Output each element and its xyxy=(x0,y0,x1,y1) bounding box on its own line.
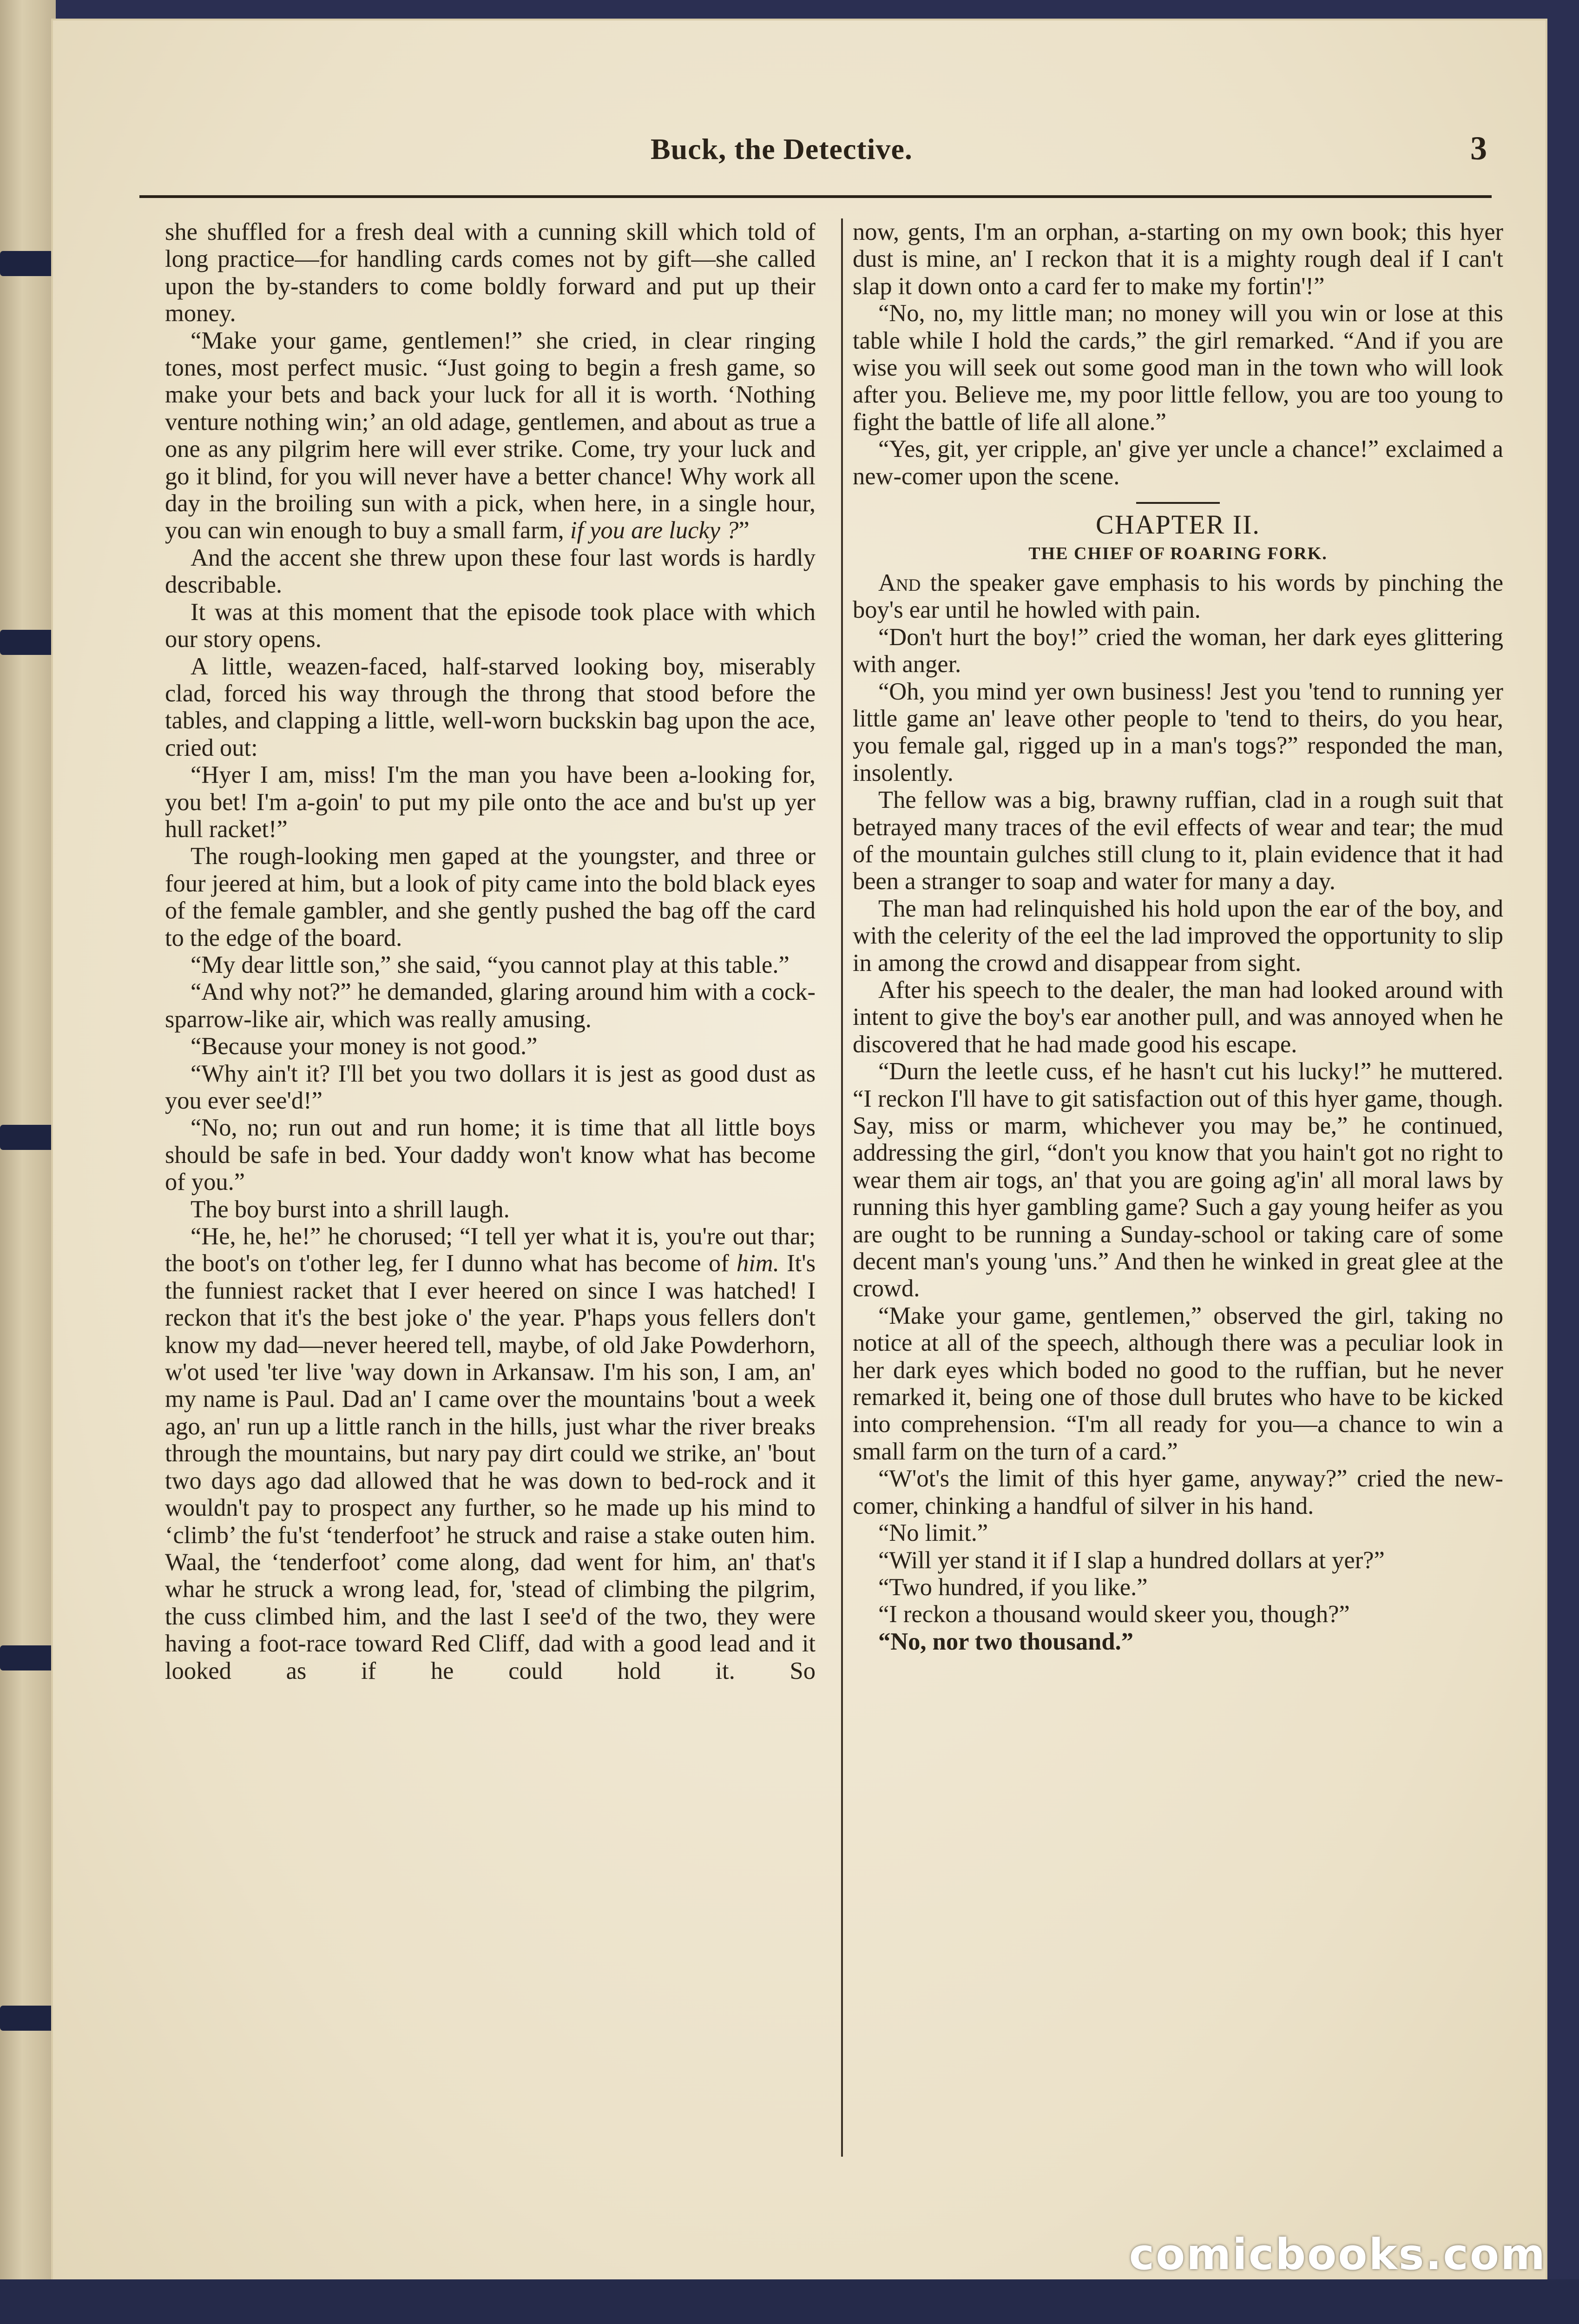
paragraph: “No, nor two thousand.” xyxy=(878,1628,1133,1655)
paragraph: “W'ot's the limit of this hyer game, anyway?” cried the new-comer, chinking a handful of silver in his hand. xyxy=(853,1465,1503,1519)
paragraph: “Durn the leetle cuss, ef he hasn't cut his lucky!” he muttered. “I reckon I'll have to git satisfaction out of this hyer game, though. Say, miss or marm, whichever you may be,” he continued, addressing the girl, “don't you know that you hain't got no right to wear them air togs, an' that you are going ag'in' all moral laws by running this hyer gambling game? Such a gay young heifer as you are ought to be running a Sunday-school or taking care of some decent man's young 'uns.” And then he winked in great glee at the crowd. xyxy=(853,1058,1503,1302)
paragraph: After his speech to the dealer, the man had looked around with intent to give the boy's ear another pull, and was annoyed when he discovered that he had made good his escape. xyxy=(853,976,1503,1058)
paragraph: “My dear little son,” she said, “you cannot play at this table.” xyxy=(191,951,790,978)
paragraph: now, gents, I'm an orphan, a-starting on my own book; this hyer dust is mine, an' I reckon that it is a mighty rough deal if I can't slap it down onto a card fer to make my fortin'!” xyxy=(853,218,1503,300)
paragraph: “Because your money is not good.” xyxy=(191,1033,538,1060)
paragraph: “Why ain't it? I'll bet you two dollars it is jest as good dust as you ever see'd!” xyxy=(165,1060,816,1114)
paragraph: “Two hundred, if you like.” xyxy=(878,1573,1148,1601)
drop-word: And xyxy=(878,569,921,596)
paragraph: “Don't hurt the boy!” cried the woman, her dark eyes glittering with anger. xyxy=(853,623,1503,678)
paragraph: The fellow was a big, brawny ruffian, clad in a rough suit that betrayed many traces of the evil effects of wear and tear; the mud of the mountain gulches still clung to it, plain evidence that it had been a stranger to soap and water for many a day. xyxy=(853,786,1503,895)
paragraph: “Hyer I am, miss! I'm the man you have been a-looking for, you bet! I'm a-goin' to put my pile onto the ace and bu'st up yer hull racket!” xyxy=(165,761,816,843)
paragraph: “Make your game, gentlemen,” observed the girl, taking no notice at all of the speech, although there was a peculiar look in her dark eyes which boded no good to the ruffian, but he never remarked it, being one of those dull brutes who have to be kicked into comprehension. “I'm all ready for you—a chance to win a small farm on the turn of a card.” xyxy=(853,1302,1503,1465)
paragraph: “And why not?” he demanded, glaring around him with a cock-sparrow-like air, which was really amusing. xyxy=(165,978,816,1033)
paragraph: “Yes, git, yer cripple, an' give yer uncle a chance!” exclaimed a new-comer upon the scene. xyxy=(853,436,1503,490)
column-divider xyxy=(841,218,843,2157)
italic-text: him. xyxy=(736,1250,779,1277)
paragraph: “I reckon a thousand would skeer you, though?” xyxy=(878,1601,1350,1628)
header-title: Buck, the Detective. xyxy=(651,132,913,165)
paragraph: The rough-looking men gaped at the youngster, and three or four jeered at him, but a look of pity came into the bold black eyes of the female gambler, and she gently pushed the bag off the card to the edge of the board. xyxy=(165,843,816,951)
section-rule xyxy=(1136,502,1220,504)
paragraph: “No, no; run out and run home; it is time that all little boys should be safe in bed. Your daddy won't know what has become of you.” xyxy=(165,1114,816,1196)
paragraph: “He, he, he!” he chorused; “I tell yer what it is, you're out thar; the boot's on t'other leg, fer I dunno what has become of him. It's the funniest racket that I ever heered on since I was hatched! I reckon that it's the best joke o' the year. P'haps yous fellers don't know my dad—never heered tell, maybe, of old Jake Powderhorn, w'ot used 'ter live 'way down in Arkansaw. I'm his son, I am, an' my name is Paul. Dad an' I came over the mountains 'bout a week ago, an' run up a little ranch in the hills, just whar the river breaks through the mountains, but nary pay dirt could we strike, an' 'bout two days ago dad allowed that he was down to bed-rock and it wouldn't pay to prospect any further, so he made up his mind to ‘climb’ the fu'st ‘tenderfoot’ he struck and raise a stake outen him. Waal, the ‘tenderfoot’ come along, dad went for him, an' that's whar he struck a wrong lead, for, 'stead of climbing the pilgrim, the cuss climbed him, and the last I see'd of the two, they were having a foot-race toward Red Cliff, dad with a good lead and it looked as if he could hold it. So xyxy=(165,1223,816,1684)
header-rule xyxy=(139,195,1492,198)
running-header xyxy=(139,125,1487,181)
paragraph: A little, weazen-faced, half-starved looking boy, miserably clad, forced his way through the throng that stood before the tables, and clapping a little, well-worn buckskin bag upon the ace, cried out: xyxy=(165,653,816,761)
scan-border xyxy=(0,2279,1579,2324)
paragraph: “No limit.” xyxy=(878,1519,988,1547)
paragraph: “Oh, you mind yer own business! Jest you 'tend to running yer little game an' leave other people to 'tend to theirs, do you hear, you female gal, rigged up in a man's togs?” responded the man, insolently. xyxy=(853,678,1503,786)
italic-text: if you are lucky ? xyxy=(570,517,739,544)
paragraph: The man had relinquished his hold upon the ear of the boy, and with the celerity of the eel the lad improved the opportunity to slip in among the crowd and disappear from sight. xyxy=(853,895,1503,977)
paragraph: she shuffled for a fresh deal with a cunning skill which told of long practice—for handling cards comes not by gift—she called upon the by-standers to come boldly forward and put up their money. xyxy=(165,218,816,327)
paragraph: And the accent she threw upon these four last words is hardly describable. xyxy=(165,544,816,599)
left-column xyxy=(165,218,816,1684)
watermark: comicbooks.com xyxy=(1129,2230,1546,2279)
page-number: 3 xyxy=(1470,130,1487,167)
paragraph: “No, no, my little man; no money will you win or lose at this table while I hold the cards,” the girl remarked. “And if you are wise you will seek out some good man in the town who will look after you. Believe me, my poor little fellow, you are too young to fight the battle of life all alone.” xyxy=(853,300,1503,436)
paragraph: And the speaker gave emphasis to his words by pinching the boy's ear until he howled with pain. xyxy=(853,569,1503,624)
chapter-title: CHAPTER II. xyxy=(1096,509,1260,540)
book-spine xyxy=(0,0,56,2324)
paragraph: The boy burst into a shrill laugh. xyxy=(191,1195,510,1223)
paragraph: “Will yer stand it if I slap a hundred dollars at yer?” xyxy=(878,1546,1385,1574)
right-column xyxy=(853,218,1503,1655)
paragraph: It was at this moment that the episode took place with which our story opens. xyxy=(165,598,816,653)
chapter-subtitle: THE CHIEF OF ROARING FORK. xyxy=(1028,544,1328,564)
paragraph: “Make your game, gentlemen!” she cried, in clear ringing tones, most perfect music. “Just going to begin a fresh game, so make your bets and back your luck for all it is worth. ‘Nothing venture nothing win;’ an old adage, gentlemen, and about as true a one as any pilgrim here will ever strike. Come, try your luck and go it blind, for you will never have a better chance! Why work all day in the broiling sun with a pick, when here, in a single hour, you can win enough to buy a small farm, if you are lucky ?” xyxy=(165,327,816,544)
